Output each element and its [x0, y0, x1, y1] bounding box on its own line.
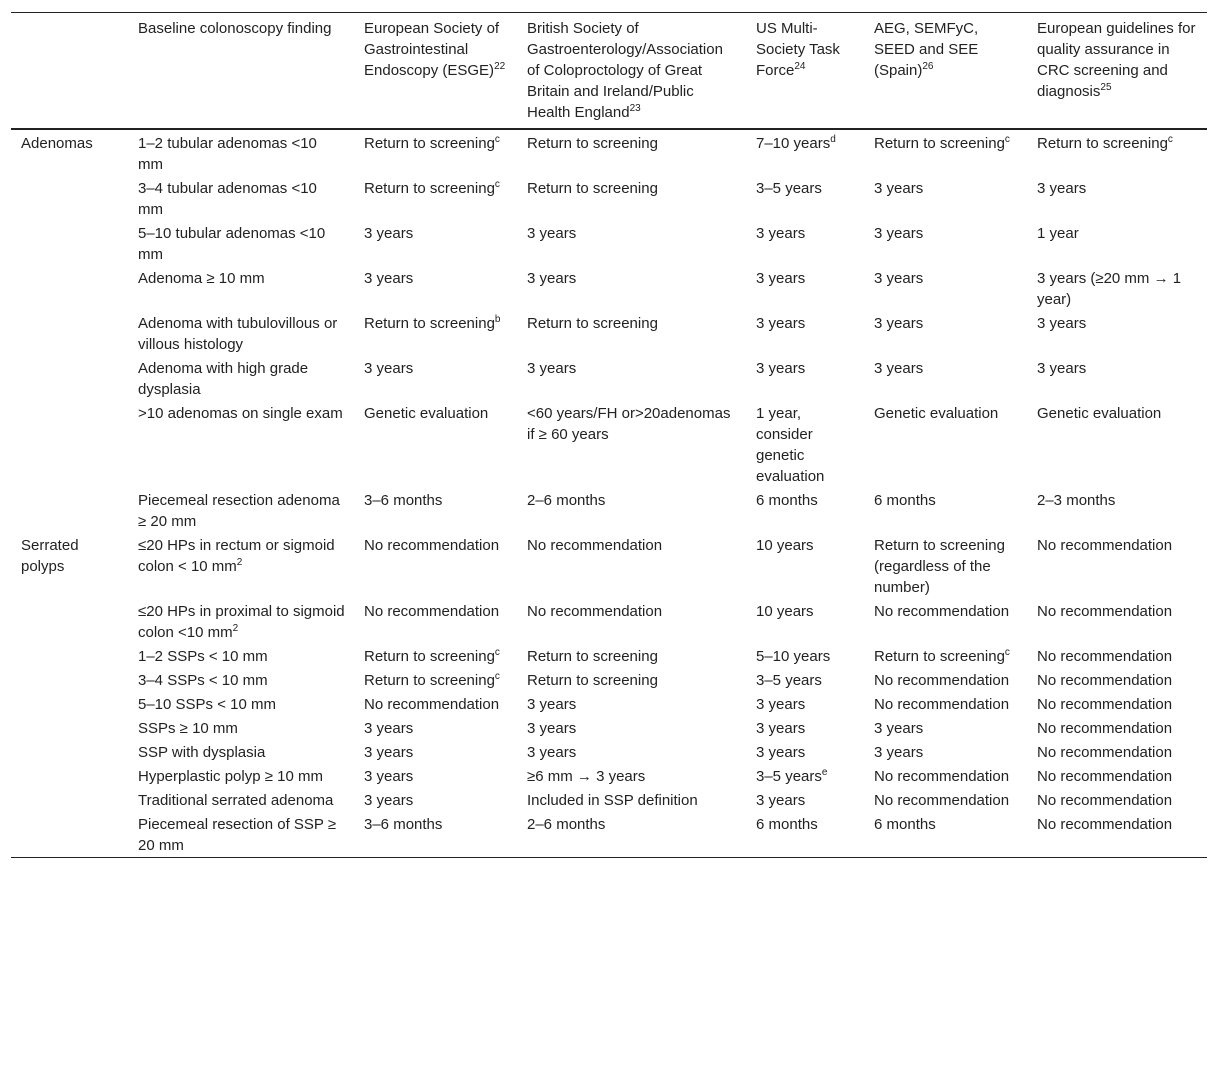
- cell-text: Genetic evaluation: [874, 405, 999, 422]
- recommendation-cell: [1027, 812, 1207, 858]
- column-header: [746, 13, 864, 130]
- group-label: [11, 764, 128, 788]
- table-row: [11, 488, 1207, 533]
- footnote-superscript: c: [1004, 647, 1010, 658]
- finding-cell: [128, 176, 354, 221]
- cell-text: No recommendation: [364, 537, 500, 554]
- cell-text: 3 years: [756, 360, 806, 377]
- cell-text: 10 years: [756, 603, 814, 620]
- cell-text: 1–2 SSPs < 10 mm: [138, 648, 268, 665]
- cell-text: 3 years: [874, 744, 924, 761]
- cell-text: 6 months: [874, 492, 936, 509]
- recommendation-cell: [354, 788, 517, 812]
- cell-text: 5–10 tubular adenomas <10 mm: [138, 225, 326, 263]
- cell-text: Return to screening: [364, 672, 495, 689]
- cell-text: 1–2 tubular adenomas <10 mm: [138, 135, 317, 173]
- recommendation-cell: [517, 401, 746, 488]
- cell-text: No recommendation: [364, 603, 500, 620]
- cell-text: 3 years: [527, 360, 577, 377]
- recommendation-cell: [864, 812, 1027, 858]
- recommendation-cell: [517, 176, 746, 221]
- table-row: [11, 129, 1207, 176]
- cell-text: 6 months: [874, 816, 936, 833]
- recommendation-cell: [517, 644, 746, 668]
- recommendation-cell: [746, 740, 864, 764]
- recommendation-cell: [354, 668, 517, 692]
- cell-text: Return to screening: [527, 180, 658, 197]
- recommendation-cell: [1027, 176, 1207, 221]
- table-row: [11, 764, 1207, 788]
- recommendation-cell: [746, 221, 864, 266]
- recommendation-cell: [517, 668, 746, 692]
- cell-text: 3 years: [364, 768, 414, 785]
- group-label: [11, 311, 128, 356]
- cell-text: No recommendation: [1037, 696, 1173, 713]
- cell-text: 1 year, consider genetic evaluation: [756, 405, 825, 485]
- cell-text: 3 years: [1037, 180, 1087, 197]
- cell-text: No recommendation: [1037, 720, 1173, 737]
- cell-text: <60 years/FH or>20adenomas if ≥ 60 years: [527, 405, 731, 443]
- table-row: [11, 692, 1207, 716]
- cell-text: 3 years: [756, 744, 806, 761]
- finding-cell: [128, 716, 354, 740]
- recommendation-cell: [1027, 221, 1207, 266]
- cell-text: 10 years: [756, 537, 814, 554]
- recommendation-cell: [864, 311, 1027, 356]
- finding-cell: [128, 266, 354, 311]
- table-row: [11, 311, 1207, 356]
- recommendation-cell: [354, 266, 517, 311]
- recommendation-cell: [1027, 644, 1207, 668]
- recommendation-cell: [354, 644, 517, 668]
- finding-cell: [128, 488, 354, 533]
- cell-text: 3–6 months: [364, 492, 443, 509]
- cell-text: No recommendation: [1037, 768, 1173, 785]
- table-row: [11, 266, 1207, 311]
- recommendation-cell: [746, 488, 864, 533]
- group-label: [11, 356, 128, 401]
- recommendation-cell: [864, 266, 1027, 311]
- table-row: [11, 221, 1207, 266]
- cell-text: 3 years: [874, 315, 924, 332]
- recommendation-cell: [1027, 533, 1207, 599]
- recommendation-cell: [746, 401, 864, 488]
- recommendation-cell: [746, 311, 864, 356]
- cell-text: No recommendation: [527, 537, 663, 554]
- recommendation-cell: [354, 764, 517, 788]
- recommendation-cell: [517, 788, 746, 812]
- recommendation-cell: [517, 716, 746, 740]
- finding-cell: [128, 812, 354, 858]
- recommendation-cell: [517, 740, 746, 764]
- cell-text: Included in SSP definition: [527, 792, 698, 809]
- cell-text: 3 years: [756, 270, 806, 287]
- recommendation-cell: [746, 716, 864, 740]
- cell-text: 3 years: [527, 696, 577, 713]
- cell-text: Genetic evaluation: [1037, 405, 1162, 422]
- finding-cell: [128, 356, 354, 401]
- table-row: [11, 176, 1207, 221]
- cell-text: ≥6 mm → 3 years: [527, 768, 646, 785]
- cell-text: 1 year: [1037, 225, 1079, 242]
- footnote-superscript: c: [494, 179, 500, 190]
- cell-text: 3 years: [364, 225, 414, 242]
- cell-text: 3 years: [527, 744, 577, 761]
- cell-text: Adenoma with high grade dysplasia: [138, 360, 309, 398]
- table-row: [11, 401, 1207, 488]
- recommendation-cell: [354, 740, 517, 764]
- group-label: [11, 788, 128, 812]
- recommendation-cell: [864, 692, 1027, 716]
- group-label: [11, 692, 128, 716]
- group-label: [11, 740, 128, 764]
- recommendation-cell: [517, 221, 746, 266]
- recommendation-cell: [746, 533, 864, 599]
- cell-text: Adenoma ≥ 10 mm: [138, 270, 265, 287]
- recommendation-cell: [864, 356, 1027, 401]
- recommendation-cell: [1027, 668, 1207, 692]
- cell-text: 3 years: [364, 360, 414, 377]
- cell-text: 3 years: [1037, 360, 1087, 377]
- cell-text: 3 years: [364, 720, 414, 737]
- cell-text: Return to screening: [874, 135, 1005, 152]
- cell-text: 3 years: [756, 720, 806, 737]
- recommendation-cell: [354, 488, 517, 533]
- cell-text: 3–6 months: [364, 816, 443, 833]
- recommendation-cell: [1027, 266, 1207, 311]
- recommendation-cell: [354, 129, 517, 176]
- group-label: [11, 812, 128, 858]
- group-label: [11, 716, 128, 740]
- recommendation-cell: [517, 129, 746, 176]
- recommendation-cell: [354, 599, 517, 644]
- surveillance-table: [11, 12, 1207, 858]
- finding-cell: [128, 401, 354, 488]
- cell-text: Return to screening: [1037, 135, 1168, 152]
- recommendation-cell: [517, 692, 746, 716]
- cell-text: Piecemeal resection adenoma ≥ 20 mm: [138, 492, 340, 530]
- table-row: [11, 788, 1207, 812]
- recommendation-cell: [1027, 764, 1207, 788]
- reference-superscript: 22: [494, 61, 506, 72]
- footnote-superscript: c: [494, 671, 500, 682]
- cell-text: 2–6 months: [527, 492, 606, 509]
- cell-text: Return to screening: [527, 648, 658, 665]
- cell-text: No recommendation: [527, 603, 663, 620]
- finding-cell: [128, 668, 354, 692]
- cell-text: No recommendation: [874, 603, 1010, 620]
- finding-cell: [128, 788, 354, 812]
- cell-text: 2–6 months: [527, 816, 606, 833]
- reference-superscript: 24: [794, 61, 806, 72]
- table-row: [11, 644, 1207, 668]
- recommendation-cell: [354, 221, 517, 266]
- finding-cell: [128, 129, 354, 176]
- cell-text: 3 years: [527, 225, 577, 242]
- finding-cell: [128, 221, 354, 266]
- cell-text: 6 months: [756, 492, 818, 509]
- footnote-superscript: b: [494, 314, 501, 325]
- group-label: [11, 266, 128, 311]
- cell-text: No recommendation: [1037, 792, 1173, 809]
- cell-text: ≤20 HPs in rectum or sigmoid colon < 10 mm: [138, 537, 335, 575]
- finding-cell: [128, 764, 354, 788]
- cell-text: No recommendation: [1037, 816, 1173, 833]
- cell-text: 3 years: [756, 225, 806, 242]
- recommendation-cell: [746, 266, 864, 311]
- finding-cell: [128, 692, 354, 716]
- table-row: [11, 716, 1207, 740]
- cell-text: 3 years: [874, 360, 924, 377]
- recommendation-cell: [864, 488, 1027, 533]
- recommendation-cell: [746, 692, 864, 716]
- cell-text: 3–4 SSPs < 10 mm: [138, 672, 268, 689]
- finding-cell: [128, 533, 354, 599]
- recommendation-cell: [517, 812, 746, 858]
- recommendation-cell: [517, 488, 746, 533]
- reference-superscript: 26: [922, 61, 934, 72]
- cell-text: No recommendation: [874, 768, 1010, 785]
- recommendation-cell: [746, 599, 864, 644]
- cell-text: 3 years: [527, 270, 577, 287]
- recommendation-cell: [864, 599, 1027, 644]
- recommendation-cell: [517, 311, 746, 356]
- cell-text: Return to screening: [527, 315, 658, 332]
- cell-text: SSP with dysplasia: [138, 744, 266, 761]
- cell-text: 3 years (≥20 mm → 1 year): [1037, 270, 1182, 308]
- cell-text: Return to screening: [874, 648, 1005, 665]
- cell-text: 3 years: [364, 792, 414, 809]
- column-header-text: European guidelines for quality assurance in CRC screening and diagnosis: [1037, 20, 1196, 100]
- cell-text: 3 years: [874, 180, 924, 197]
- cell-text: 2–3 months: [1037, 492, 1116, 509]
- cell-text: Piecemeal resection of SSP ≥ 20 mm: [138, 816, 337, 854]
- cell-text: SSPs ≥ 10 mm: [138, 720, 238, 737]
- recommendation-cell: [1027, 356, 1207, 401]
- reference-superscript: 23: [629, 103, 641, 114]
- cell-text: 3–5 years: [756, 672, 822, 689]
- recommendation-cell: [746, 764, 864, 788]
- column-header: [354, 13, 517, 130]
- recommendation-cell: [746, 129, 864, 176]
- group-label: Adenomas: [21, 135, 93, 152]
- recommendation-cell: [864, 129, 1027, 176]
- finding-cell: [128, 311, 354, 356]
- cell-text: No recommendation: [874, 672, 1010, 689]
- cell-text: 7–10 years: [756, 135, 831, 152]
- recommendation-cell: [1027, 599, 1207, 644]
- cell-text: Return to screening: [527, 672, 658, 689]
- group-label: Serrated polyps: [21, 537, 79, 575]
- cell-text: No recommendation: [1037, 537, 1173, 554]
- table-row: [11, 668, 1207, 692]
- cell-text: Return to screening (regardless of the number): [874, 537, 1005, 596]
- footnote-superscript: c: [494, 134, 500, 145]
- recommendation-cell: [1027, 788, 1207, 812]
- cell-text: No recommendation: [874, 696, 1010, 713]
- footnote-superscript: 2: [232, 623, 239, 634]
- recommendation-cell: [746, 812, 864, 858]
- cell-text: No recommendation: [1037, 603, 1173, 620]
- cell-text: 3 years: [874, 225, 924, 242]
- column-header: [1027, 13, 1207, 130]
- table-row: [11, 740, 1207, 764]
- cell-text: 3 years: [874, 270, 924, 287]
- cell-text: 3 years: [527, 720, 577, 737]
- column-header-text: Baseline colonoscopy finding: [138, 20, 332, 37]
- finding-cell: [128, 740, 354, 764]
- recommendation-cell: [1027, 692, 1207, 716]
- footnote-superscript: c: [494, 647, 500, 658]
- footnote-superscript: 2: [236, 557, 243, 568]
- recommendation-cell: [354, 692, 517, 716]
- group-label: [11, 488, 128, 533]
- cell-text: 3–5 years: [756, 180, 822, 197]
- recommendation-cell: [354, 356, 517, 401]
- recommendation-cell: [864, 740, 1027, 764]
- recommendation-cell: [1027, 740, 1207, 764]
- recommendation-cell: [354, 401, 517, 488]
- cell-text: 3 years: [756, 792, 806, 809]
- recommendation-cell: [517, 764, 746, 788]
- reference-superscript: 25: [1100, 82, 1112, 93]
- recommendation-cell: [517, 266, 746, 311]
- recommendation-cell: [1027, 129, 1207, 176]
- cell-text: 3 years: [364, 270, 414, 287]
- group-label: [11, 176, 128, 221]
- recommendation-cell: [1027, 311, 1207, 356]
- recommendation-cell: [746, 788, 864, 812]
- cell-text: No recommendation: [874, 792, 1010, 809]
- column-header-text: European Society of Gastrointestinal Endoscopy (ESGE): [364, 20, 500, 79]
- recommendation-cell: [864, 221, 1027, 266]
- recommendation-cell: [1027, 488, 1207, 533]
- recommendation-cell: [864, 764, 1027, 788]
- cell-text: 3 years: [1037, 315, 1087, 332]
- header-row: [11, 13, 1207, 130]
- recommendation-cell: [864, 668, 1027, 692]
- recommendation-cell: [354, 716, 517, 740]
- recommendation-cell: [354, 311, 517, 356]
- recommendation-cell: [746, 176, 864, 221]
- table-row: [11, 533, 1207, 599]
- recommendation-cell: [864, 788, 1027, 812]
- cell-text: 5–10 years: [756, 648, 831, 665]
- cell-text: 3 years: [756, 696, 806, 713]
- cell-text: Adenoma with tubulovillous or villous histology: [138, 315, 338, 353]
- cell-text: No recommendation: [1037, 672, 1173, 689]
- recommendation-cell: [746, 644, 864, 668]
- recommendation-cell: [864, 644, 1027, 668]
- recommendation-cell: [1027, 716, 1207, 740]
- cell-text: 3 years: [756, 315, 806, 332]
- recommendation-cell: [746, 356, 864, 401]
- cell-text: Hyperplastic polyp ≥ 10 mm: [138, 768, 323, 785]
- recommendation-cell: [354, 533, 517, 599]
- group-label: [11, 668, 128, 692]
- table-row: [11, 812, 1207, 858]
- cell-text: No recommendation: [364, 696, 500, 713]
- recommendation-cell: [354, 176, 517, 221]
- footnote-superscript: c: [1167, 134, 1173, 145]
- recommendation-cell: [864, 401, 1027, 488]
- finding-cell: [128, 599, 354, 644]
- cell-text: 5–10 SSPs < 10 mm: [138, 696, 276, 713]
- recommendation-cell: [517, 356, 746, 401]
- cell-text: ≤20 HPs in proximal to sigmoid colon <10 mm: [138, 603, 345, 641]
- group-label: [11, 644, 128, 668]
- group-label: [11, 401, 128, 488]
- recommendation-cell: [517, 599, 746, 644]
- recommendation-cell: [864, 716, 1027, 740]
- cell-text: No recommendation: [1037, 648, 1173, 665]
- column-header: [864, 13, 1027, 130]
- table-row: [11, 599, 1207, 644]
- cell-text: Return to screening: [364, 180, 495, 197]
- cell-text: Return to screening: [527, 135, 658, 152]
- group-label: [11, 221, 128, 266]
- column-header: [128, 13, 354, 130]
- column-header-text: British Society of Gastroenterology/Association of Coloproctology of Great Britain and Ireland/Public Health England: [527, 20, 723, 121]
- cell-text: 6 months: [756, 816, 818, 833]
- recommendation-cell: [864, 176, 1027, 221]
- cell-text: 3–4 tubular adenomas <10 mm: [138, 180, 317, 218]
- footnote-superscript: d: [830, 134, 836, 145]
- cell-text: 3 years: [364, 744, 414, 761]
- recommendation-cell: [354, 812, 517, 858]
- cell-text: Return to screening: [364, 315, 495, 332]
- cell-text: Return to screening: [364, 648, 495, 665]
- cell-text: 3 years: [874, 720, 924, 737]
- recommendation-cell: [746, 668, 864, 692]
- cell-text: >10 adenomas on single exam: [138, 405, 343, 422]
- column-header-text: AEG, SEMFyC, SEED and SEE (Spain): [874, 20, 979, 79]
- group-label: [11, 599, 128, 644]
- recommendation-cell: [864, 533, 1027, 599]
- cell-text: No recommendation: [1037, 744, 1173, 761]
- cell-text: Return to screening: [364, 135, 495, 152]
- cell-text: Genetic evaluation: [364, 405, 489, 422]
- table-body: [11, 129, 1207, 858]
- column-header: [11, 13, 128, 130]
- footnote-superscript: e: [821, 767, 828, 778]
- cell-text: 3–5 years: [756, 768, 822, 785]
- table-row: [11, 356, 1207, 401]
- footnote-superscript: c: [1004, 134, 1010, 145]
- finding-cell: [128, 644, 354, 668]
- column-header-text: US Multi-Society Task Force: [756, 20, 840, 79]
- recommendation-cell: [1027, 401, 1207, 488]
- cell-text: Traditional serrated adenoma: [138, 792, 334, 809]
- recommendation-cell: [517, 533, 746, 599]
- column-header: [517, 13, 746, 130]
